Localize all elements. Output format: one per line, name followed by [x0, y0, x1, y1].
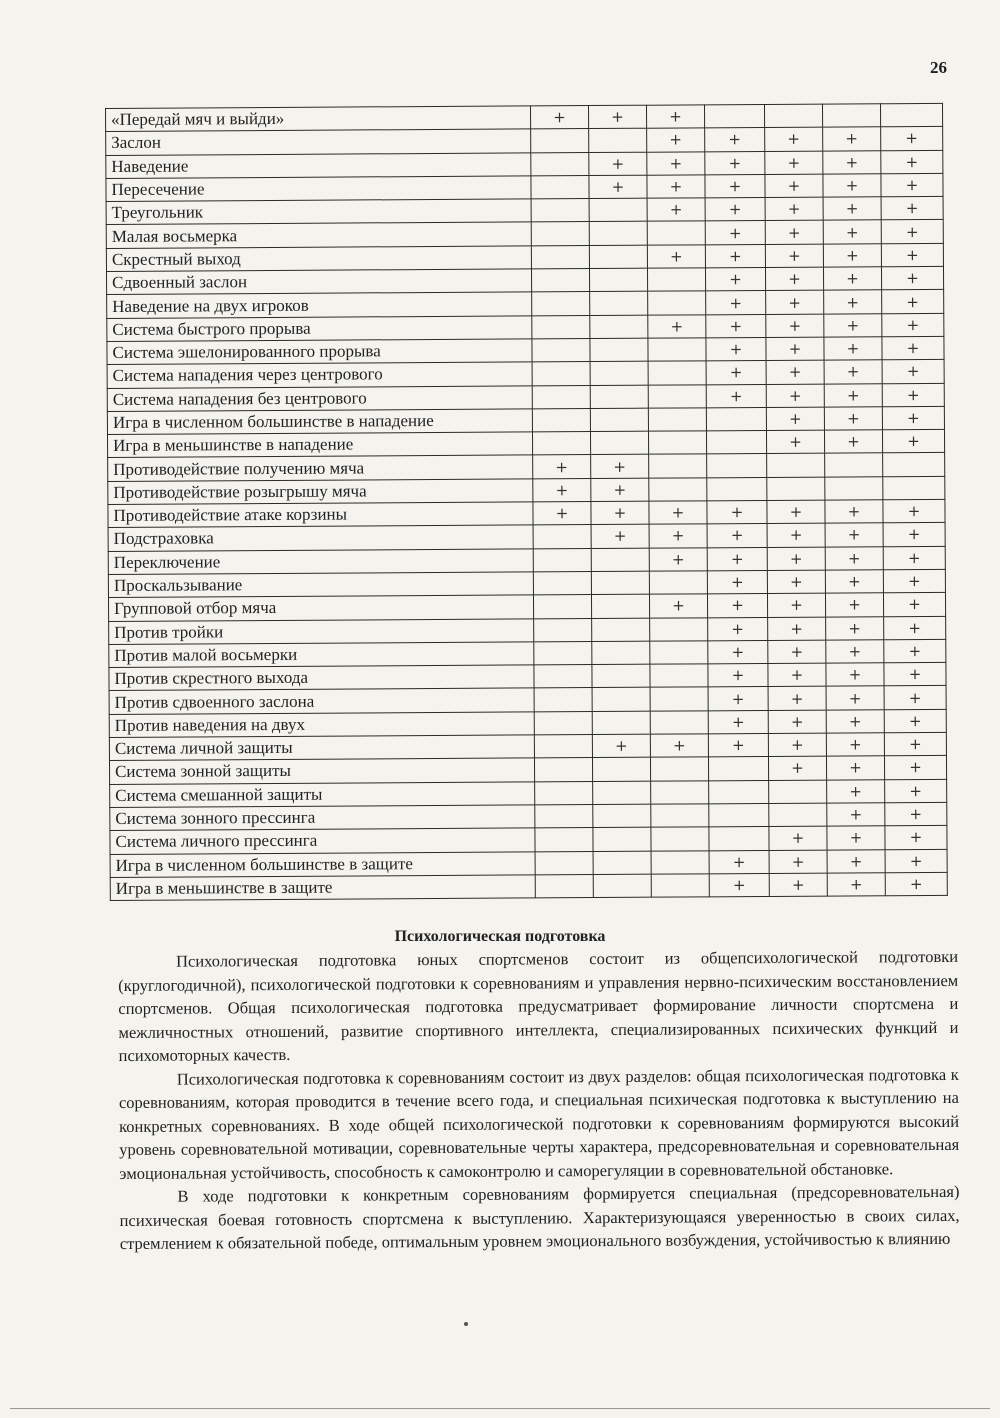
- training-plan-table-wrap: [105, 103, 947, 901]
- mark-cell: +: [826, 733, 884, 757]
- mark-cell: +: [705, 221, 765, 245]
- mark-cell: +: [823, 174, 881, 198]
- mark-cell: [590, 315, 648, 339]
- mark-cell: +: [647, 198, 705, 222]
- mark-cell: +: [533, 502, 591, 526]
- mark-cell: [647, 268, 705, 292]
- mark-cell: +: [648, 315, 706, 339]
- mark-cell: [531, 269, 589, 293]
- mark-cell: +: [885, 802, 947, 826]
- mark-cell: [825, 477, 883, 501]
- mark-cell: +: [825, 500, 883, 524]
- mark-cell: +: [824, 383, 882, 407]
- mark-cell: +: [765, 221, 823, 245]
- mark-cell: +: [767, 523, 825, 547]
- mark-cell: +: [707, 594, 767, 618]
- mark-cell: +: [885, 779, 947, 803]
- mark-cell: +: [884, 639, 946, 663]
- mark-cell: [769, 803, 827, 827]
- exercise-name: Наведение на двух игроков: [107, 292, 532, 318]
- page-number: 26: [930, 58, 947, 77]
- mark-cell: +: [826, 640, 884, 664]
- mark-cell: [533, 571, 591, 595]
- exercise-name: Система эшелонированного прорыва: [107, 339, 532, 365]
- mark-cell: [880, 103, 942, 127]
- mark-cell: [534, 735, 592, 759]
- mark-cell: [709, 827, 769, 851]
- mark-cell: [649, 454, 707, 478]
- exercise-name: Система нападения через центрового: [107, 362, 532, 388]
- mark-cell: [650, 617, 708, 641]
- exercise-name: Игра в численном большинстве в защите: [110, 851, 535, 877]
- mark-cell: [593, 874, 651, 898]
- exercise-name: Игра в меньшинстве в защите: [110, 875, 535, 901]
- mark-cell: +: [881, 243, 943, 267]
- mark-cell: +: [823, 197, 881, 221]
- mark-cell: +: [881, 220, 943, 244]
- mark-cell: +: [705, 128, 765, 152]
- mark-cell: +: [883, 569, 945, 593]
- exercise-name: Игра в численном большинстве в нападение: [107, 409, 532, 435]
- mark-cell: [533, 548, 591, 572]
- mark-cell: +: [827, 826, 885, 850]
- mark-cell: +: [882, 383, 944, 407]
- mark-cell: +: [769, 850, 827, 874]
- mark-cell: [704, 104, 764, 128]
- mark-cell: [651, 827, 709, 851]
- exercise-name: Система личной защиты: [109, 735, 534, 761]
- exercise-name: Скрестный выход: [106, 246, 531, 272]
- mark-cell: +: [768, 733, 826, 757]
- mark-cell: +: [884, 686, 946, 710]
- mark-cell: +: [824, 290, 882, 314]
- mark-cell: +: [767, 570, 825, 594]
- mark-cell: +: [826, 756, 884, 780]
- exercise-name: Система нападения без центрового: [107, 385, 532, 411]
- section-text: [118, 945, 960, 1256]
- mark-cell: [822, 104, 880, 128]
- mark-cell: +: [706, 361, 766, 385]
- mark-cell: +: [881, 173, 943, 197]
- training-plan-table: [105, 103, 948, 901]
- mark-cell: +: [823, 127, 881, 151]
- mark-cell: [707, 454, 767, 478]
- mark-cell: +: [768, 617, 826, 641]
- mark-cell: +: [705, 198, 765, 222]
- exercise-name: Подстраховка: [108, 525, 533, 551]
- mark-cell: +: [591, 525, 649, 549]
- mark-cell: +: [707, 547, 767, 571]
- mark-cell: [535, 781, 593, 805]
- mark-cell: +: [706, 291, 766, 315]
- mark-cell: +: [882, 336, 944, 360]
- mark-cell: [590, 408, 648, 432]
- exercise-name: Система смешанной защиты: [110, 781, 535, 807]
- mark-cell: +: [533, 478, 591, 502]
- mark-cell: [650, 641, 708, 665]
- mark-cell: [589, 222, 647, 246]
- mark-cell: [651, 850, 709, 874]
- exercise-name: Противодействие розыгрышу мяча: [108, 479, 533, 505]
- mark-cell: [532, 315, 590, 339]
- mark-cell: +: [766, 407, 824, 431]
- mark-cell: [589, 268, 647, 292]
- mark-cell: +: [647, 175, 705, 199]
- mark-cell: [531, 245, 589, 269]
- mark-cell: +: [769, 826, 827, 850]
- mark-cell: [534, 711, 592, 735]
- mark-cell: [648, 431, 706, 455]
- mark-cell: +: [824, 360, 882, 384]
- mark-cell: [589, 198, 647, 222]
- mark-cell: +: [824, 407, 882, 431]
- exercise-name: Сдвоенный заслон: [106, 269, 531, 295]
- mark-cell: +: [708, 617, 768, 641]
- mark-cell: +: [591, 501, 649, 525]
- mark-cell: +: [881, 266, 943, 290]
- mark-cell: +: [883, 499, 945, 523]
- mark-cell: +: [765, 127, 823, 151]
- exercise-name: Пересечение: [106, 176, 531, 202]
- mark-cell: +: [705, 151, 765, 175]
- exercise-name: Против сдвоенного заслона: [109, 688, 534, 714]
- mark-cell: [648, 408, 706, 432]
- mark-cell: [535, 804, 593, 828]
- mark-cell: [590, 431, 648, 455]
- mark-cell: [593, 781, 651, 805]
- mark-cell: [651, 804, 709, 828]
- mark-cell: +: [768, 640, 826, 664]
- mark-cell: +: [707, 524, 767, 548]
- mark-cell: [591, 571, 649, 595]
- mark-cell: +: [765, 267, 823, 291]
- mark-cell: +: [533, 455, 591, 479]
- mark-cell: +: [649, 547, 707, 571]
- mark-cell: +: [649, 524, 707, 548]
- mark-cell: [533, 595, 591, 619]
- mark-cell: [534, 688, 592, 712]
- exercise-name: Система зонного прессинга: [110, 805, 535, 831]
- mark-cell: +: [708, 710, 768, 734]
- paragraph: Психологическая подготовка юных спортсменов состоит из общепсихологической подготовки (круглогодичной), психологической подготовки к соревнованиям и управления нервно-психическим восстановлением спортсменов. Общая психологическая подготовка предусматривает формирование личности спортсмена и межличностных отношений, развитие спортивного интеллекта, специализированных психических функций и психомоторных качеств.: [118, 946, 959, 1065]
- mark-cell: [767, 477, 825, 501]
- mark-cell: [531, 222, 589, 246]
- mark-cell: +: [884, 709, 946, 733]
- mark-cell: [650, 687, 708, 711]
- mark-cell: [883, 476, 945, 500]
- mark-cell: +: [708, 687, 768, 711]
- mark-cell: [647, 221, 705, 245]
- mark-cell: [531, 199, 589, 223]
- exercise-name: Против малой восьмерки: [109, 642, 534, 668]
- mark-cell: [649, 478, 707, 502]
- mark-cell: +: [768, 756, 826, 780]
- mark-cell: [650, 757, 708, 781]
- mark-cell: +: [824, 430, 882, 454]
- mark-cell: +: [881, 197, 943, 221]
- mark-cell: +: [591, 455, 649, 479]
- mark-cell: +: [766, 360, 824, 384]
- mark-cell: [535, 828, 593, 852]
- exercise-name: Система личного прессинга: [110, 828, 535, 854]
- mark-cell: +: [823, 220, 881, 244]
- mark-cell: [531, 152, 589, 176]
- mark-cell: [532, 385, 590, 409]
- mark-cell: +: [650, 734, 708, 758]
- mark-cell: +: [768, 663, 826, 687]
- mark-cell: +: [825, 593, 883, 617]
- mark-cell: +: [825, 570, 883, 594]
- mark-cell: +: [881, 127, 943, 151]
- mark-cell: +: [709, 850, 769, 874]
- mark-cell: [648, 384, 706, 408]
- mark-cell: [709, 780, 769, 804]
- training-plan-table-body: [106, 103, 948, 900]
- mark-cell: +: [706, 337, 766, 361]
- mark-cell: [534, 618, 592, 642]
- mark-cell: +: [823, 267, 881, 291]
- mark-cell: [531, 175, 589, 199]
- mark-cell: +: [823, 150, 881, 174]
- mark-cell: +: [883, 593, 945, 617]
- mark-cell: [708, 757, 768, 781]
- mark-cell: [535, 851, 593, 875]
- mark-cell: +: [591, 478, 649, 502]
- mark-cell: +: [882, 313, 944, 337]
- mark-cell: +: [705, 268, 765, 292]
- exercise-name: Групповой отбор мяча: [108, 595, 533, 621]
- exercise-name: Игра в меньшинстве в нападение: [107, 432, 532, 458]
- mark-cell: [533, 525, 591, 549]
- mark-cell: +: [767, 500, 825, 524]
- mark-cell: +: [649, 594, 707, 618]
- mark-cell: [592, 618, 650, 642]
- mark-cell: [651, 780, 709, 804]
- mark-cell: +: [647, 128, 705, 152]
- mark-cell: +: [766, 337, 824, 361]
- mark-cell: [650, 664, 708, 688]
- mark-cell: [593, 827, 651, 851]
- mark-cell: +: [823, 244, 881, 268]
- mark-cell: +: [768, 687, 826, 711]
- mark-cell: [591, 594, 649, 618]
- mark-cell: [769, 780, 827, 804]
- mark-cell: +: [767, 547, 825, 571]
- mark-cell: +: [768, 710, 826, 734]
- mark-cell: [535, 874, 593, 898]
- mark-cell: +: [824, 313, 882, 337]
- mark-cell: +: [707, 501, 767, 525]
- mark-cell: [532, 362, 590, 386]
- mark-cell: +: [826, 616, 884, 640]
- mark-cell: +: [766, 314, 824, 338]
- mark-cell: [592, 688, 650, 712]
- mark-cell: +: [826, 686, 884, 710]
- scan-speck: [464, 1322, 468, 1326]
- mark-cell: [767, 454, 825, 478]
- mark-cell: [764, 104, 822, 128]
- mark-cell: +: [825, 523, 883, 547]
- mark-cell: +: [827, 779, 885, 803]
- mark-cell: [648, 361, 706, 385]
- mark-cell: +: [825, 546, 883, 570]
- mark-cell: +: [708, 640, 768, 664]
- mark-cell: +: [589, 152, 647, 176]
- exercise-name: Наведение: [106, 152, 531, 178]
- mark-cell: +: [530, 106, 588, 130]
- mark-cell: [651, 874, 709, 898]
- mark-cell: +: [766, 430, 824, 454]
- mark-cell: +: [884, 616, 946, 640]
- section-title: Психологическая подготовка: [394, 928, 606, 945]
- exercise-name: Система зонной защиты: [109, 758, 534, 784]
- scan-edge-line: [10, 1408, 990, 1409]
- mark-cell: +: [767, 593, 825, 617]
- mark-cell: +: [882, 360, 944, 384]
- mark-cell: +: [826, 663, 884, 687]
- mark-cell: [534, 641, 592, 665]
- mark-cell: [707, 477, 767, 501]
- mark-cell: [825, 453, 883, 477]
- mark-cell: [590, 292, 648, 316]
- mark-cell: +: [826, 709, 884, 733]
- mark-cell: +: [588, 105, 646, 129]
- exercise-name: Малая восьмерка: [106, 222, 531, 248]
- mark-cell: [534, 758, 592, 782]
- exercise-name: Треугольник: [106, 199, 531, 225]
- mark-cell: +: [884, 732, 946, 756]
- mark-cell: +: [649, 501, 707, 525]
- mark-cell: [592, 757, 650, 781]
- mark-cell: [706, 407, 766, 431]
- mark-cell: +: [882, 290, 944, 314]
- mark-cell: [590, 361, 648, 385]
- mark-cell: +: [647, 151, 705, 175]
- mark-cell: +: [884, 662, 946, 686]
- mark-cell: +: [769, 873, 827, 897]
- exercise-name: Переключение: [108, 549, 533, 575]
- mark-cell: +: [885, 826, 947, 850]
- mark-cell: +: [882, 430, 944, 454]
- mark-cell: [649, 571, 707, 595]
- mark-cell: +: [647, 245, 705, 269]
- mark-cell: +: [708, 733, 768, 757]
- mark-cell: +: [646, 105, 704, 129]
- mark-cell: [589, 128, 647, 152]
- mark-cell: [590, 338, 648, 362]
- mark-cell: [534, 665, 592, 689]
- mark-cell: +: [885, 849, 947, 873]
- mark-cell: +: [592, 734, 650, 758]
- mark-cell: [531, 129, 589, 153]
- mark-cell: +: [883, 546, 945, 570]
- mark-cell: [532, 408, 590, 432]
- mark-cell: [532, 292, 590, 316]
- mark-cell: +: [881, 150, 943, 174]
- mark-cell: [706, 431, 766, 455]
- mark-cell: [593, 851, 651, 875]
- exercise-name: Противодействие получению мяча: [108, 455, 533, 481]
- mark-cell: +: [765, 151, 823, 175]
- mark-cell: [709, 803, 769, 827]
- mark-cell: +: [883, 523, 945, 547]
- mark-cell: +: [885, 872, 947, 896]
- paragraph: В ходе подготовки к конкретным соревнованиям формируется специальная (предсоревновательная) психическая боевая готовность спортсмена к выступлению. Характеризующаяся уверенностью в своих силах, стремлением к обязательной победе, оптимальным уровнем эмоционального возбуждения, устойчивостью к влиянию: [119, 1181, 960, 1253]
- mark-cell: [593, 804, 651, 828]
- exercise-name: «Передай мяч и выйди»: [106, 106, 531, 132]
- mark-cell: +: [824, 337, 882, 361]
- table-row: [110, 872, 947, 900]
- mark-cell: [532, 339, 590, 363]
- mark-cell: +: [766, 384, 824, 408]
- exercise-name: Противодействие атаке корзины: [108, 502, 533, 528]
- exercise-name: Против наведения на двух: [109, 712, 534, 738]
- mark-cell: +: [706, 384, 766, 408]
- mark-cell: +: [709, 873, 769, 897]
- mark-cell: [589, 245, 647, 269]
- exercise-name: Против тройки: [109, 618, 534, 644]
- mark-cell: +: [882, 406, 944, 430]
- exercise-name: Против скрестного выхода: [109, 665, 534, 691]
- mark-cell: [883, 453, 945, 477]
- mark-cell: +: [705, 174, 765, 198]
- paragraph: Психологическая подготовка к соревнованиям состоит из двух разделов: общая психологическая подготовка к соревнованиям, которая проводится в течение всего года, и специальная психическая подготовка к выступлению на конкретных соревнованиях. В ходе общей психологической подготовки к соревнованиям формируются высокий уровень соревновательной мотивации, соревновательные черты характера, предсоревновательная и соревновательная эмоциональная устойчивость, способность к самоконтролю и саморегуляции в соревновательной обстановке.: [118, 1064, 960, 1183]
- mark-cell: +: [884, 756, 946, 780]
- exercise-name: Проскальзывание: [108, 572, 533, 598]
- mark-cell: +: [765, 174, 823, 198]
- mark-cell: +: [827, 803, 885, 827]
- mark-cell: +: [827, 873, 885, 897]
- mark-cell: [648, 291, 706, 315]
- mark-cell: +: [765, 244, 823, 268]
- mark-cell: +: [827, 849, 885, 873]
- mark-cell: [592, 711, 650, 735]
- exercise-name: Система быстрого прорыва: [107, 316, 532, 342]
- mark-cell: [648, 338, 706, 362]
- mark-cell: +: [706, 314, 766, 338]
- mark-cell: [591, 548, 649, 572]
- mark-cell: [650, 711, 708, 735]
- mark-cell: [592, 641, 650, 665]
- mark-cell: [590, 385, 648, 409]
- mark-cell: +: [708, 664, 768, 688]
- mark-cell: +: [705, 244, 765, 268]
- mark-cell: [592, 664, 650, 688]
- mark-cell: +: [707, 570, 767, 594]
- mark-cell: +: [589, 175, 647, 199]
- mark-cell: [532, 432, 590, 456]
- mark-cell: +: [766, 290, 824, 314]
- exercise-name: Заслон: [106, 129, 531, 155]
- mark-cell: +: [765, 197, 823, 221]
